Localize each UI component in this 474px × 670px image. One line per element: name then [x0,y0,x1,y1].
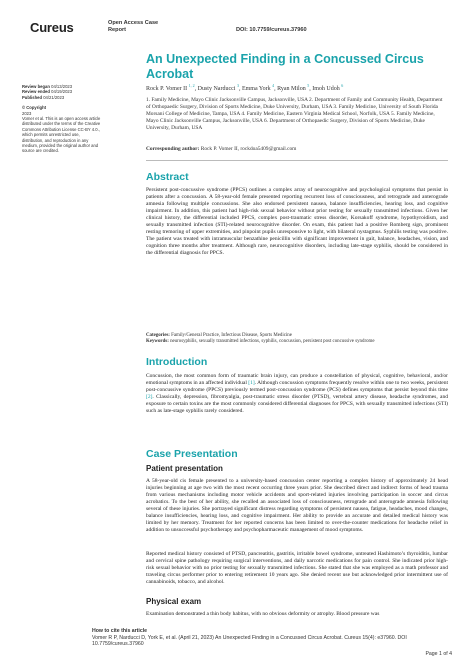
license-text: Vomer et al. This is an open access article distributed under the terms of the Creative Commons Attribution License CC-BY 4.0., which permits unrestricted use, distribution, and reproduction in any medium, provided the original author and source are credited. [22,116,101,154]
intro-text-b: . Although concussion symptoms frequently resolve within one to two weeks, persistent post-concussive syndrome (PPCS) previously termed post-concussion syndrome (PCS) defines symptoms that persist beyond this time [146,380,448,394]
doi-header[interactable]: DOI: 10.7759/cureus.37960 [236,27,307,33]
categories-value: Family/General Practice, Infectious Disease, Sports Medicine [171,333,292,338]
article-title: An Unexpected Finding in a Concussed Circus Acrobat [146,52,424,81]
author-affiliation-ref: 4 [272,83,275,88]
introduction-heading: Introduction [146,356,208,368]
article-type-line1: Open Access Case [108,20,159,26]
keywords-value: neurosyphilis, sexually transmitted infections, syphilis, concussion, persistent post concussive syndrome [170,339,375,345]
abstract-heading: Abstract [146,171,189,183]
article-type [108,20,158,34]
author-list: Rock P. Vomer II $^{1, 2}$, Dusty Narducci $^3$, Emma York $^4$, Ryan Milon $^5$, Imoh Udoh $^6$ [146,83,344,92]
published-row [22,95,102,100]
sidebar [22,84,102,154]
review-dates [22,84,102,100]
author-name[interactable]: Emma York [241,86,271,92]
patient-presentation-heading: Patient presentation [146,464,223,473]
affiliations: 1. Family Medicine, Mayo Clinic Jacksonville Campus, Jacksonville, USA 2. Department of Family and Community Health, Department of Orthopaedic Surgery, Division of Sports Medicine, Duke University, Durham, USA 3. Family Medicine, University of South Florida Morsani College of Medicine, Tampa, USA 4. Family Medicine, Eastern Virginia Medical School, Norfolk, USA 5. Family Medicine, Mayo Clinic Jacksonville Campus, Jacksonville, USA 6. Department of Orthopaedic Surgery, Division of Sports Medicine, Duke University, Durham, USA [146,97,443,131]
author-affiliation-ref: 5 [307,83,310,88]
intro-text-c: . Classically, depression, fibromyalgia, post-traumatic stress disorder (PTSD), vertebral artery disease, headache syndromes, and exposure to certain toxins are the most commonly considered differential diagnoses for PPCS, with sexually transmitted infections (STI) such as late-stage syphilis rarely considered. [146,394,448,415]
citation-footer [92,628,452,648]
author-name[interactable]: Dusty Narducci [197,86,236,92]
keywords-row [146,339,448,345]
reference-link-2[interactable]: [2] [146,394,153,401]
cite-heading: How to cite this article [92,628,148,634]
abstract-text: Persistent post-concussive syndrome (PPCS) outlines a complex array of neurocognitive and psychological symptoms that persist in patients after a concussion. A 58-year-old female presented reporting recurrent loss of consciousness, and retrograde and anterograde amnesia following multiple concussions. She also endorsed persistent nausea, balance insufficiencies, hearing loss, and cognitive impairment. In addition, this patient had high-risk sexual behavior without prior testing for sexually transmitted infections. Given her clinical history, the differential included PPCS, complex post-traumatic stress disorder, Korsakoff syndrome, hypothyroidism, and sexually transmitted infection (STI)-related neurocognitive disorder. On exam, this patient had a positive Romberg sign, prominent resting tremoring of upper extremities, and pinpoint pupils unresponsive to light, with bilateral nystagmus. Syphilis testing was positive. The patient was treated with intramuscular benzathine penicillin with significant improvement in gait, balance, headaches, vision, and cognition three months after treatment. Although rare, neurocognitive disorders, including late-stage syphilis, should be considered in the differential diagnosis for PPCS. [146,187,448,257]
case-paragraph-1: A 58-year-old cis female presented to a university-based concussion center reporting a complex history of approximately 24 head injuries beginning at age two with the most recent occurring three years prior. She described direct and indirect forms of head trauma from various mechanisms including motor vehicle accidents and sport-related injuries involving participation in soccer and circus acrobatics. To the best of her ability, she recalled an associated loss of consciousness, retrograde and anterograde amnesia following several of these injuries. She portrayed significant distress regarding symptoms of persistent nausea, fatigue, headaches, mood changes, balance insufficiencies, hearing loss, and cognitive impairment. Her ability to provide an accurate and detailed medical history was limited by her memory. Treatment for her reported concerns has been limited to over-the-counter medications for headache relief in addition to unsuccessful psychotherapy and psychopharmaceutic management of mood symptoms. [146,478,448,534]
copyright-year: 2023 [22,110,32,116]
author-name[interactable]: Imoh Udoh [312,86,340,92]
author-affiliation-ref: 3 [236,83,239,88]
author-name[interactable]: Rock P. Vomer II [146,86,188,92]
categories-label: Categories: [146,333,170,338]
physical-exam-text: Examination demonstrated a thin body habitus, with no obvious deformity or atrophy. Blood pressure was [146,611,380,617]
published-value: 04/21/2023 [43,94,65,100]
author-name[interactable]: Ryan Milon [277,86,306,92]
copyright-label: © Copyright [22,105,47,111]
corresponding-author [146,146,446,152]
keywords-label: Keywords: [146,339,169,345]
journal-logo: Cureus [30,20,74,35]
page-number: Page 1 of 4 [425,651,452,657]
keywords-block [146,333,448,346]
review-ended-label: Review ended [22,89,50,95]
article-type-line2: Report [108,27,127,33]
intro-text-a: Concussion, the most common form of traumatic brain injury, can produce a constellation of physical, cognitive, behavioral, and/or emotional symptoms in an affected individual [146,373,448,387]
author-affiliation-ref: 1, 2 [188,83,195,88]
published-label: Published [22,94,43,100]
review-began-label: Review began [22,84,50,89]
corresponding-value[interactable]: Rock P. Vomer II, rockdoa5409@gmail.com [200,146,297,152]
copyright-block [22,105,102,154]
review-ended-value: 04/19/2023 [51,89,73,95]
case-presentation-heading: Case Presentation [146,448,238,460]
corresponding-label: Corresponding author: [146,146,200,152]
cite-text: Vomer R P, Narducci D, York E, et al. (April 21, 2023) An Unexpected Finding in a Concussed Circus Acrobat. Cureus 15(4): e37960. DOI 10.7759/cureus.37960 [92,634,407,648]
review-began-value: 04/13/2023 [51,84,73,89]
author-affiliation-ref: 6 [341,83,344,88]
case-paragraph-2: Reported medical history consisted of PTSD, pancreatitis, gastritis, irritable bowel syndrome, untreated Hashimoto’s thyroiditis, lumbar and cervical spine pathology requiring surgical interventions, and daily narcotic medications for pain control. She indicated prior high-risk sexual behavior with no prior testing for sexually transmitted infections. She stated that she was employed as a math professor and traveling circus performer prior to entering retirement 10 years ago. She denied recent use but acknowledged prior intermittent use of cannabinoids, tobacco, and alcohol. [146,551,448,586]
introduction-text [146,373,448,415]
reference-link-1[interactable]: [1] [248,380,255,387]
section-divider [146,160,448,161]
physical-exam-heading: Physical exam [146,597,202,606]
